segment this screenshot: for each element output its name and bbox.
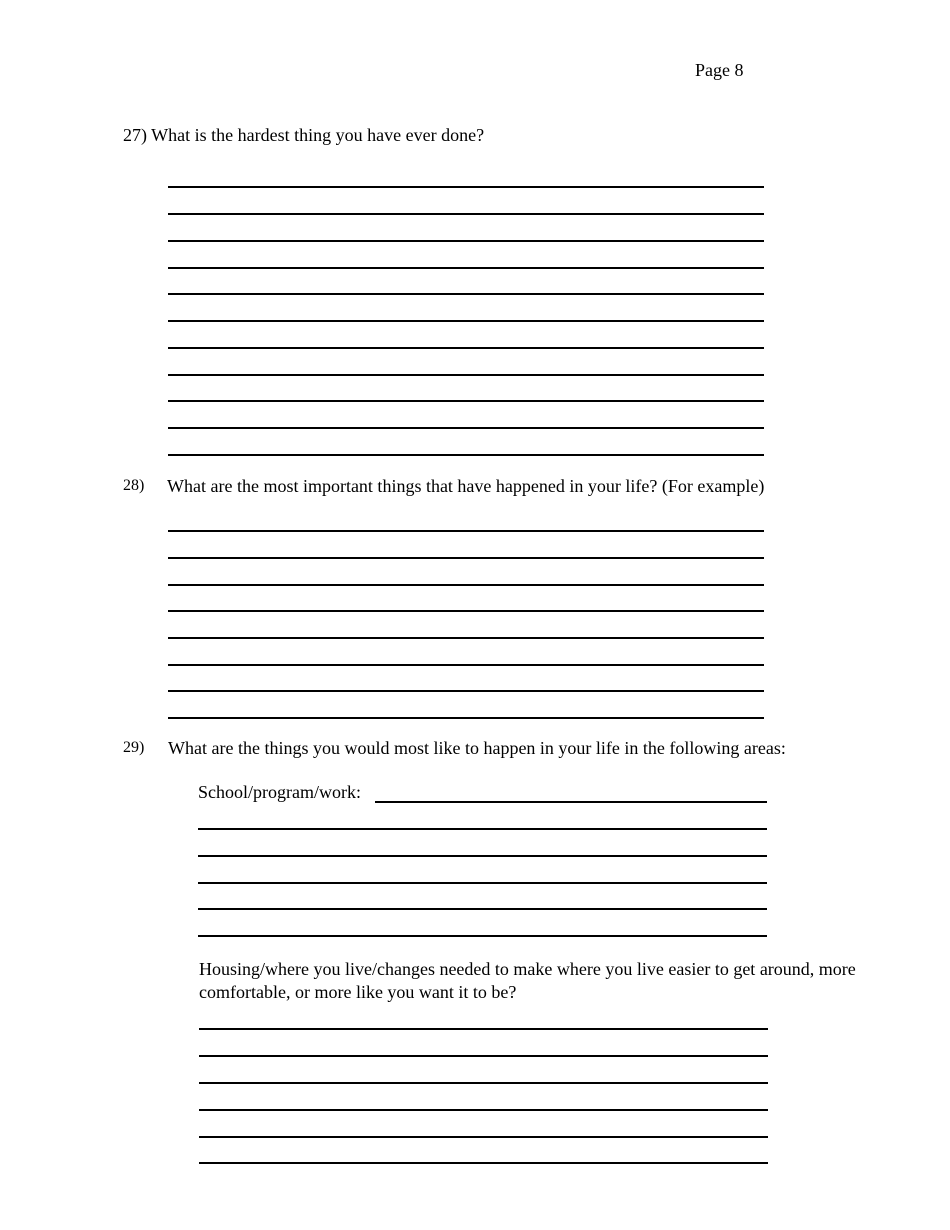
- answer-line[interactable]: [168, 320, 764, 322]
- answer-line[interactable]: [168, 213, 764, 215]
- answer-line[interactable]: [198, 882, 767, 884]
- answer-line[interactable]: [198, 855, 767, 857]
- question-29-text: What are the things you would most like to happen in your life in the following areas:: [168, 738, 786, 758]
- answer-line[interactable]: [199, 1136, 768, 1138]
- answer-line[interactable]: [199, 1162, 768, 1164]
- answer-line[interactable]: [168, 690, 764, 692]
- answer-line[interactable]: [198, 908, 767, 910]
- answer-line[interactable]: [199, 1082, 768, 1084]
- answer-line[interactable]: [168, 610, 764, 612]
- answer-line[interactable]: [168, 400, 764, 402]
- answer-line[interactable]: [168, 530, 764, 532]
- housing-question-text: Housing/where you live/changes needed to make where you live easier to get around, more comfortable, or more like you want it to be?: [199, 959, 856, 1002]
- answer-line[interactable]: [168, 454, 764, 456]
- question-29-number: 29): [123, 739, 145, 756]
- school-program-work-field[interactable]: [375, 801, 767, 803]
- answer-line[interactable]: [168, 267, 764, 269]
- answer-line[interactable]: [168, 293, 764, 295]
- page-number: Page 8: [695, 60, 744, 80]
- answer-line[interactable]: [198, 935, 767, 937]
- answer-line[interactable]: [199, 1055, 768, 1057]
- answer-line[interactable]: [168, 427, 764, 429]
- answer-line[interactable]: [168, 557, 764, 559]
- answer-line[interactable]: [168, 186, 764, 188]
- answer-line[interactable]: [168, 664, 764, 666]
- answer-line[interactable]: [168, 347, 764, 349]
- question-27-text: 27) What is the hardest thing you have ever done?: [123, 125, 485, 145]
- answer-line[interactable]: [168, 240, 764, 242]
- answer-line[interactable]: [168, 717, 764, 719]
- answer-line[interactable]: [199, 1109, 768, 1111]
- answer-line[interactable]: [168, 584, 764, 586]
- answer-line[interactable]: [199, 1028, 768, 1030]
- school-program-work-label: School/program/work:: [198, 782, 361, 802]
- question-28-text: What are the most important things that have happened in your life? (For example): [167, 476, 765, 496]
- answer-line[interactable]: [168, 637, 764, 639]
- answer-line[interactable]: [198, 828, 767, 830]
- question-28-number: 28): [123, 477, 145, 494]
- answer-line[interactable]: [168, 374, 764, 376]
